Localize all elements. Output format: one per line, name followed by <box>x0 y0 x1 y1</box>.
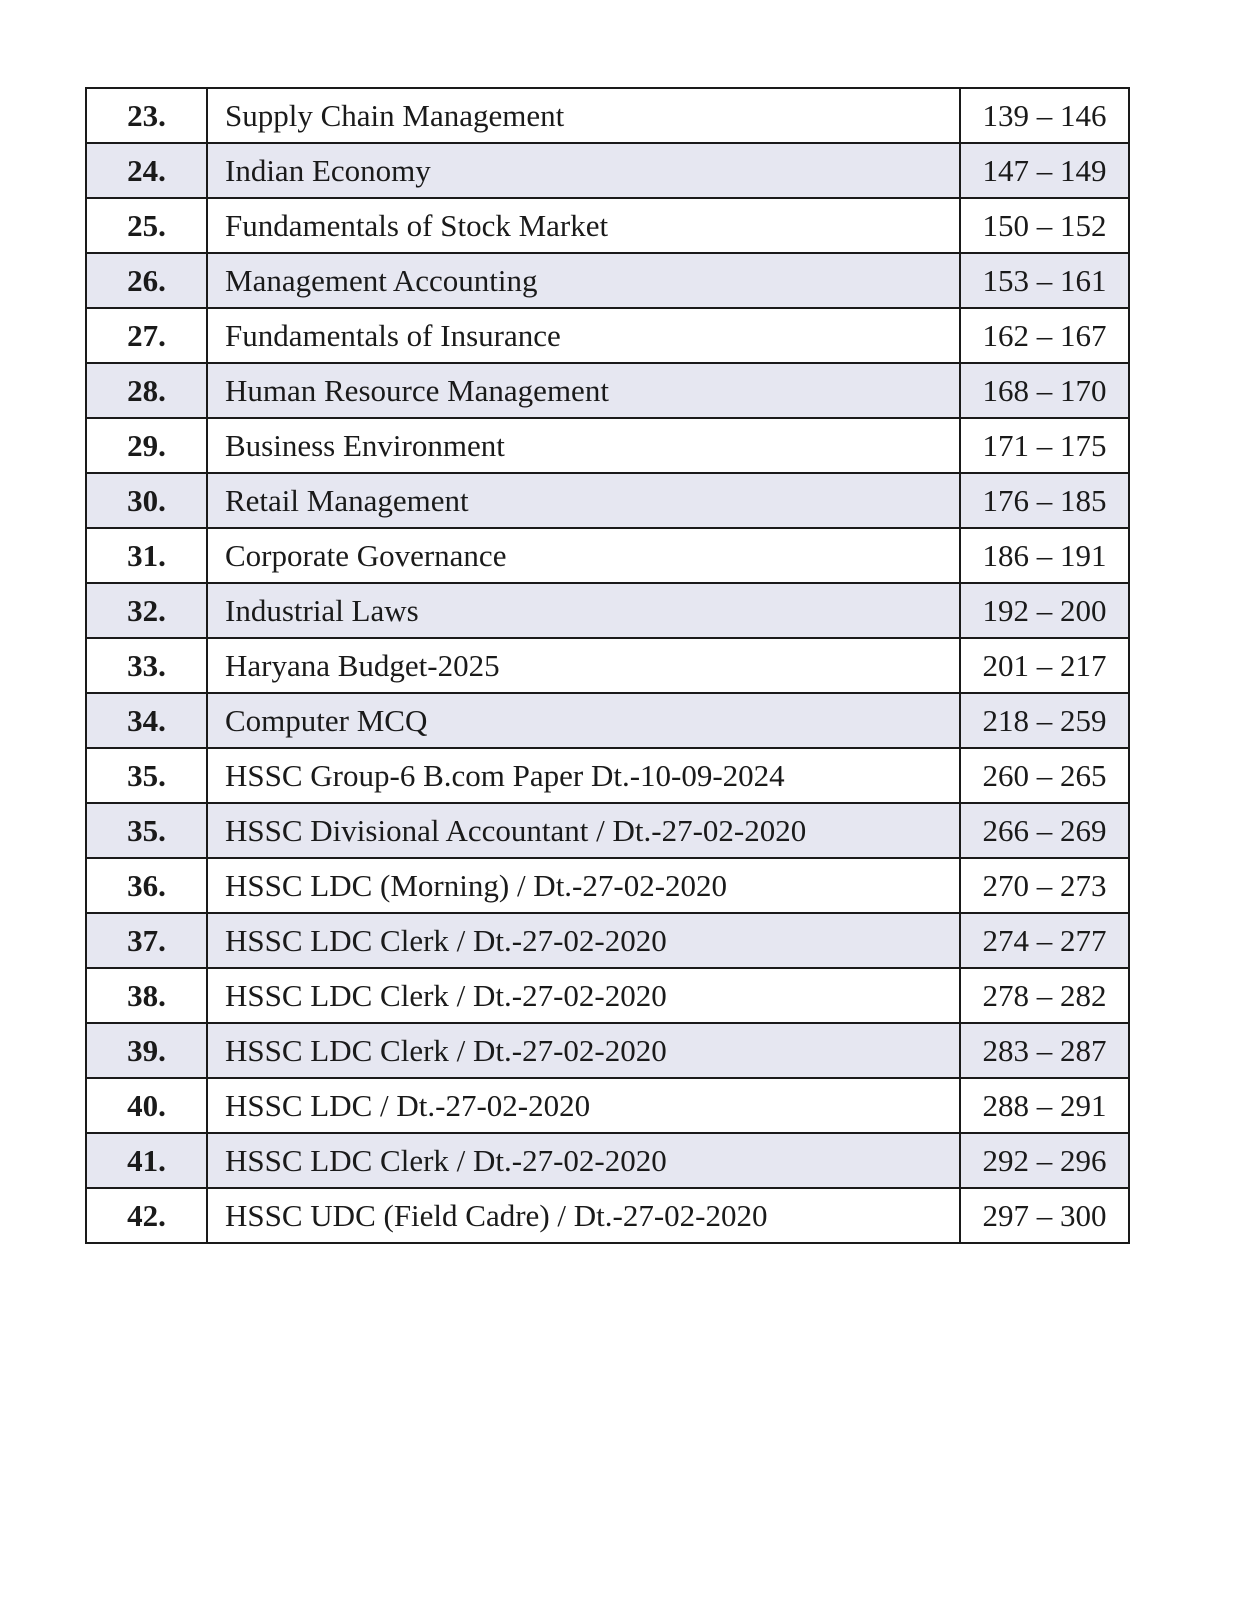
chapter-title: HSSC UDC (Field Cadre) / Dt.-27-02-2020 <box>207 1188 960 1243</box>
page-range: 147 – 149 <box>960 143 1129 198</box>
table-row <box>86 143 1129 198</box>
table-row <box>86 858 1129 913</box>
chapter-title: Supply Chain Management <box>207 88 960 143</box>
chapter-number: 37. <box>86 913 207 968</box>
table-row <box>86 638 1129 693</box>
chapter-number: 32. <box>86 583 207 638</box>
table-row <box>86 528 1129 583</box>
page-range: 192 – 200 <box>960 583 1129 638</box>
chapter-title: HSSC LDC Clerk / Dt.-27-02-2020 <box>207 1133 960 1188</box>
chapter-number: 36. <box>86 858 207 913</box>
chapter-number: 26. <box>86 253 207 308</box>
chapter-title: HSSC Divisional Accountant / Dt.-27-02-2020 <box>207 803 960 858</box>
page-range: 297 – 300 <box>960 1188 1129 1243</box>
table-row <box>86 473 1129 528</box>
chapter-number: 40. <box>86 1078 207 1133</box>
table-row <box>86 1078 1129 1133</box>
page-range: 168 – 170 <box>960 363 1129 418</box>
chapter-number: 39. <box>86 1023 207 1078</box>
page-range: 260 – 265 <box>960 748 1129 803</box>
chapter-title: Fundamentals of Stock Market <box>207 198 960 253</box>
page-range: 270 – 273 <box>960 858 1129 913</box>
chapter-number: 24. <box>86 143 207 198</box>
page-range: 283 – 287 <box>960 1023 1129 1078</box>
chapter-number: 30. <box>86 473 207 528</box>
table-row <box>86 1188 1129 1243</box>
chapter-number: 35. <box>86 748 207 803</box>
page-range: 171 – 175 <box>960 418 1129 473</box>
chapter-title: HSSC LDC Clerk / Dt.-27-02-2020 <box>207 968 960 1023</box>
chapter-number: 27. <box>86 308 207 363</box>
chapter-title: HSSC LDC Clerk / Dt.-27-02-2020 <box>207 1023 960 1078</box>
chapter-number: 42. <box>86 1188 207 1243</box>
table-row <box>86 198 1129 253</box>
chapter-title: Computer MCQ <box>207 693 960 748</box>
chapter-number: 41. <box>86 1133 207 1188</box>
chapter-number: 38. <box>86 968 207 1023</box>
chapter-title: Indian Economy <box>207 143 960 198</box>
chapter-number: 35. <box>86 803 207 858</box>
table-row <box>86 1133 1129 1188</box>
chapter-number: 25. <box>86 198 207 253</box>
chapter-title: Industrial Laws <box>207 583 960 638</box>
chapter-title: Retail Management <box>207 473 960 528</box>
page-range: 153 – 161 <box>960 253 1129 308</box>
page-range: 274 – 277 <box>960 913 1129 968</box>
chapter-title: Management Accounting <box>207 253 960 308</box>
table-row <box>86 913 1129 968</box>
page-range: 139 – 146 <box>960 88 1129 143</box>
chapter-number: 23. <box>86 88 207 143</box>
contents-table <box>85 87 1130 1244</box>
page-range: 278 – 282 <box>960 968 1129 1023</box>
table-row <box>86 693 1129 748</box>
page-range: 288 – 291 <box>960 1078 1129 1133</box>
page-range: 266 – 269 <box>960 803 1129 858</box>
table-row <box>86 803 1129 858</box>
page-range: 201 – 217 <box>960 638 1129 693</box>
chapter-title: Fundamentals of Insurance <box>207 308 960 363</box>
table-row <box>86 1023 1129 1078</box>
chapter-title: HSSC LDC / Dt.-27-02-2020 <box>207 1078 960 1133</box>
page-range: 186 – 191 <box>960 528 1129 583</box>
chapter-number: 33. <box>86 638 207 693</box>
table-row <box>86 253 1129 308</box>
page-range: 162 – 167 <box>960 308 1129 363</box>
page-range: 150 – 152 <box>960 198 1129 253</box>
table-row <box>86 88 1129 143</box>
table-row <box>86 968 1129 1023</box>
contents-table-body <box>86 88 1129 1243</box>
chapter-title: HSSC LDC (Morning) / Dt.-27-02-2020 <box>207 858 960 913</box>
chapter-title: Corporate Governance <box>207 528 960 583</box>
chapter-number: 29. <box>86 418 207 473</box>
page-range: 218 – 259 <box>960 693 1129 748</box>
chapter-title: HSSC Group-6 B.com Paper Dt.-10-09-2024 <box>207 748 960 803</box>
table-row <box>86 583 1129 638</box>
table-row <box>86 748 1129 803</box>
chapter-number: 28. <box>86 363 207 418</box>
chapter-number: 31. <box>86 528 207 583</box>
table-row <box>86 363 1129 418</box>
table-row <box>86 418 1129 473</box>
chapter-title: Business Environment <box>207 418 960 473</box>
page-range: 176 – 185 <box>960 473 1129 528</box>
chapter-number: 34. <box>86 693 207 748</box>
chapter-title: Haryana Budget-2025 <box>207 638 960 693</box>
page-range: 292 – 296 <box>960 1133 1129 1188</box>
table-row <box>86 308 1129 363</box>
chapter-title: HSSC LDC Clerk / Dt.-27-02-2020 <box>207 913 960 968</box>
chapter-title: Human Resource Management <box>207 363 960 418</box>
